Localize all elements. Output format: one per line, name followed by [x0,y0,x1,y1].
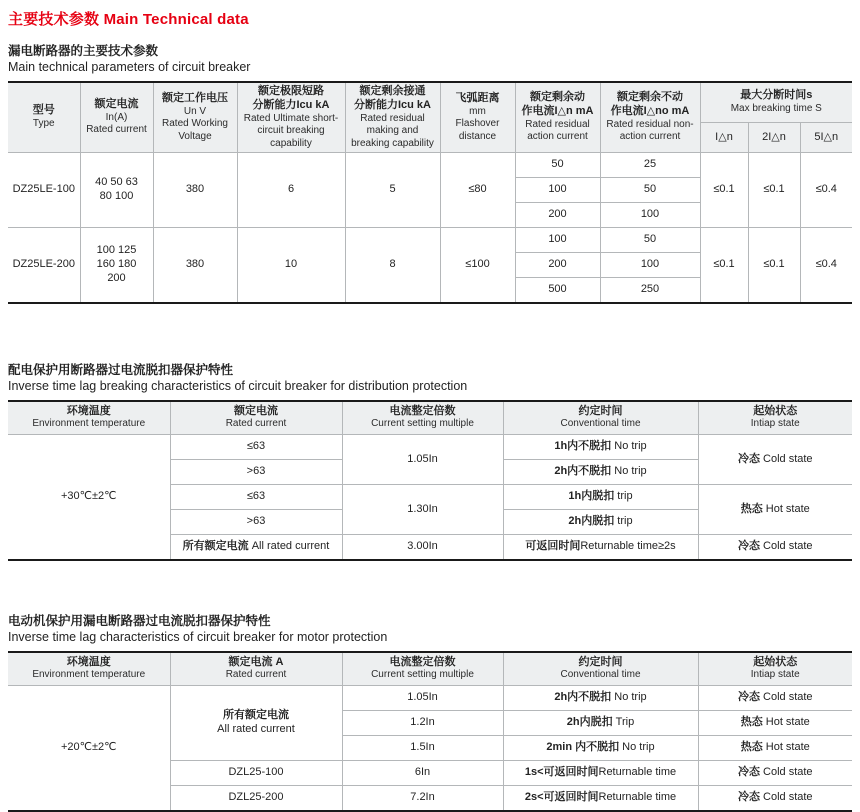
col-header-type: 型号 Type [8,82,80,153]
cell-initial-state: 热态 Hot state [698,711,852,736]
cell-icu: 6 [237,153,345,228]
section-motor-protection [8,611,852,812]
cell-type: DZ25LE-200 [8,228,80,303]
cell-conventional-time: 2h内不脱扣 No trip [503,460,698,485]
cell-rated-current: >63 [170,510,342,535]
cell-non-action-current: 100 [600,253,700,278]
cell-setting-multiple: 1.2In [342,711,503,736]
cell-conventional-time: 2s<可返回时间Returnable time [503,786,698,811]
distribution-protection-table [8,400,852,561]
cell-setting-multiple: 1.05In [342,435,503,485]
cell-action-current: 500 [515,278,600,303]
col-header-rated-current: 额定电流 In(A) Rated current [80,82,153,153]
cell-flashover: ≤100 [440,228,515,303]
cell-action-current: 100 [515,178,600,203]
col-header-2idn: 2I△n [748,122,800,152]
section1-title-en: Main technical parameters of circuit breaker [8,60,251,74]
cell-rated-current: >63 [170,460,342,485]
col-header-max-breaking-time: 最大分断时间s Max breaking time S [700,82,852,122]
col-header-conventional-time: 约定时间 Conventional time [503,652,698,686]
table-row [8,228,852,253]
cell-action-current: 50 [515,153,600,178]
cell-setting-multiple: 1.30In [342,485,503,535]
cell-setting-multiple: 1.5In [342,736,503,761]
cell-conventional-time: 1s<可返回时间Returnable time [503,761,698,786]
cell-rated-current: 40 50 63 80 100 [80,153,153,228]
cell-time-2idn: ≤0.1 [748,228,800,303]
cell-initial-state: 冷态 Cold state [698,786,852,811]
cell-conventional-time: 可返回时间Returnable time≥2s [503,535,698,560]
col-header-setting-multiple: 电流整定倍数 Current setting multiple [342,652,503,686]
section3-title-en: Inverse time lag characteristics of circuit breaker for motor protection [8,629,388,644]
cell-residual-icu: 8 [345,228,440,303]
table-row [8,435,852,460]
col-header-initial-state: 起始状态 Intiap state [698,652,852,686]
cell-rated-current: DZL25-100 [170,761,342,786]
section-main-params [8,41,852,304]
cell-action-current: 200 [515,203,600,228]
col-header-residual-action: 额定剩余动 作电流I△n mA Rated residual action current [515,82,600,153]
cell-type: DZ25LE-100 [8,153,80,228]
cell-non-action-current: 250 [600,278,700,303]
cell-voltage: 380 [153,153,237,228]
cell-conventional-time: 2h内脱扣 Trip [503,711,698,736]
cell-initial-state: 热态 Hot state [698,736,852,761]
cell-setting-multiple: 6In [342,761,503,786]
col-header-environment: 环境温度 Environment temperature [8,652,170,686]
cell-flashover: ≤80 [440,153,515,228]
cell-action-current: 200 [515,253,600,278]
section-distribution-protection [8,360,852,561]
col-header-idn: I△n [700,122,748,152]
col-header-voltage: 额定工作电压 Un V Rated Working Voltage [153,82,237,153]
col-header-environment: 环境温度 Environment temperature [8,401,170,435]
cell-rated-current: 所有额定电流 All rated current [170,686,342,761]
col-header-initial-state: 起始状态 Intiap state [698,401,852,435]
col-header-residual-non-action: 额定剩余不动 作电流I△no mA Rated residual non- action current [600,82,700,153]
cell-non-action-current: 25 [600,153,700,178]
motor-protection-table [8,651,852,812]
col-header-setting-multiple: 电流整定倍数 Current setting multiple [342,401,503,435]
section1-title-zh: 漏电断路器的主要技术参数 [8,44,159,58]
cell-rated-current: ≤63 [170,485,342,510]
col-header-rated-current: 额定电流 Rated current [170,401,342,435]
cell-non-action-current: 100 [600,203,700,228]
cell-icu: 10 [237,228,345,303]
cell-setting-multiple: 3.00In [342,535,503,560]
col-header-5idn: 5I△n [800,122,852,152]
cell-residual-icu: 5 [345,153,440,228]
col-header-conventional-time: 约定时间 Conventional time [503,401,698,435]
section3-title-zh: 电动机保护用漏电断路器过电流脱扣器保护特性 [8,613,271,628]
cell-conventional-time: 2h内不脱扣 No trip [503,686,698,711]
col-header-ultimate-capability: 额定极限短路 分断能力Icu kA Rated Ultimate short-circuit breaking capability [237,82,345,153]
section2-title-en: Inverse time lag breaking characteristics of circuit breaker for distribution protection [8,378,468,393]
cell-time-idn: ≤0.1 [700,153,748,228]
table-row [8,686,852,711]
main-params-table [8,81,852,304]
col-header-rated-current: 额定电流 A Rated current [170,652,342,686]
section2-title-zh: 配电保护用断路器过电流脱扣器保护特性 [8,362,234,377]
col-header-residual-making: 额定剩余接通 分断能力Icu kA Rated residual making and breaking capability [345,82,440,153]
cell-setting-multiple: 1.05In [342,686,503,711]
table-row [8,153,852,178]
cell-voltage: 380 [153,228,237,303]
cell-conventional-time: 2h内脱扣 trip [503,510,698,535]
cell-time-idn: ≤0.1 [700,228,748,303]
cell-rated-current: ≤63 [170,435,342,460]
col-header-flashover: 飞弧距离 mm Flashover distance [440,82,515,153]
cell-non-action-current: 50 [600,178,700,203]
cell-initial-state: 热态 Hot state [698,485,852,535]
cell-rated-current: 100 125 160 180 200 [80,228,153,303]
cell-conventional-time: 1h内不脱扣 No trip [503,435,698,460]
cell-conventional-time: 2min 内不脱扣 No trip [503,736,698,761]
cell-time-5idn: ≤0.4 [800,153,852,228]
cell-setting-multiple: 7.2In [342,786,503,811]
cell-initial-state: 冷态 Cold state [698,535,852,560]
cell-environment: +20℃±2℃ [8,686,170,811]
cell-environment: +30℃±2℃ [8,435,170,560]
cell-time-5idn: ≤0.4 [800,228,852,303]
page-title: 主要技术参数 Main Technical data [8,11,249,28]
cell-rated-current: DZL25-200 [170,786,342,811]
cell-rated-current: 所有额定电流 All rated current [170,535,342,560]
cell-initial-state: 冷态 Cold state [698,686,852,711]
cell-non-action-current: 50 [600,228,700,253]
cell-initial-state: 冷态 Cold state [698,761,852,786]
cell-action-current: 100 [515,228,600,253]
cell-conventional-time: 1h内脱扣 trip [503,485,698,510]
cell-initial-state: 冷态 Cold state [698,435,852,485]
cell-time-2idn: ≤0.1 [748,153,800,228]
